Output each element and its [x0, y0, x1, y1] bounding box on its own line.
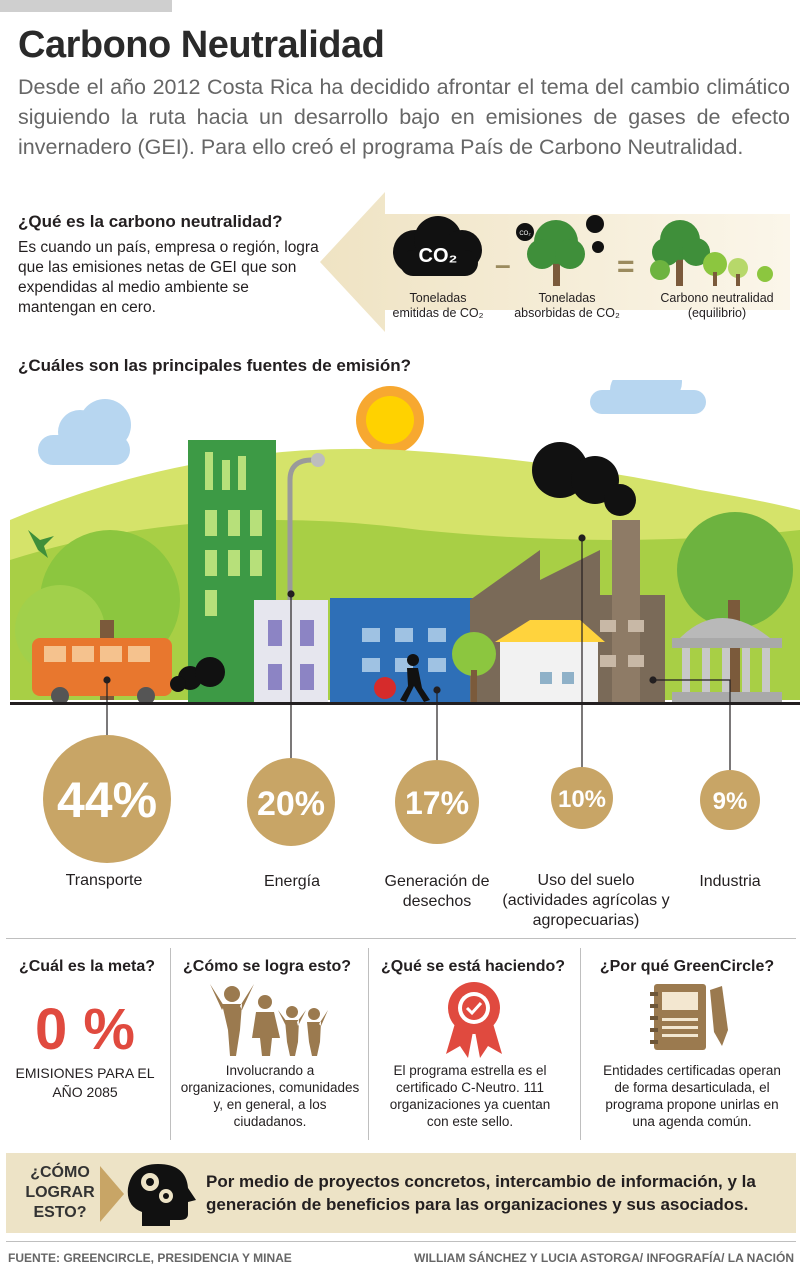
column-divider	[368, 948, 369, 1140]
pct-value-industria: 9%	[712, 788, 748, 815]
pct-value-energia: 20%	[256, 785, 326, 823]
absorbed-co2-label: Toneladas absorbidas de CO₂	[514, 291, 620, 320]
como-question: ¿Cómo se logra esto?	[182, 958, 352, 975]
column-divider	[170, 948, 171, 1140]
label-suelo: Uso del suelo (actividades agrícolas y agropecuarias)	[502, 872, 670, 929]
band-question: ¿CÓMO LOGRAR ESTO?	[25, 1164, 95, 1221]
people-group-icon	[210, 980, 330, 1060]
column-divider	[580, 948, 581, 1140]
emission-percentages	[0, 730, 800, 870]
cloud-icon	[590, 380, 706, 414]
small-co2-label: CO₂	[519, 231, 531, 237]
pct-circle-suelo	[551, 767, 613, 829]
co2-label: CO₂	[418, 245, 458, 267]
page-title: Carbono Neutralidad	[18, 24, 385, 66]
minus-sign: –	[495, 249, 511, 280]
section-divider	[6, 938, 796, 939]
pct-value-desechos: 17%	[404, 785, 470, 821]
pct-circle-transporte	[43, 735, 171, 863]
meta-text: EMISIONES PARA EL AÑO 2085	[15, 1065, 155, 1100]
meta-question: ¿Cuál es la meta?	[18, 958, 156, 975]
label-energia: Energía	[263, 873, 321, 890]
neutrality-label: Carbono neutralidad (equilibrio)	[660, 291, 774, 320]
label-desechos: Generación de desechos	[384, 873, 490, 910]
definition-question: ¿Qué es la carbono neutralidad?	[18, 212, 283, 231]
definition-answer: Es cuando un país, empresa o región, logra que las emisiones netas de GEI que son expendidas al medio ambiente se mantengan en cero.	[18, 239, 319, 316]
pct-value-suelo: 10%	[557, 786, 607, 813]
que-text: El programa estrella es el certificado C-Neutro. 111 organizaciones ya cuentan con este sello.	[389, 1063, 551, 1129]
pct-circle-industria	[700, 770, 760, 830]
sources-question: ¿Cuáles son las principales fuentes de emisión?	[18, 356, 412, 375]
equals-sign: =	[617, 250, 635, 283]
pct-value-transporte: 44%	[56, 772, 158, 828]
top-accent-bar	[0, 0, 172, 12]
band-text: Por medio de proyectos concretos, intercambio de información, y la generación de beneficios para las organizaciones y sus asociados.	[206, 1172, 756, 1214]
pct-circle-energia	[247, 758, 335, 846]
emitted-co2-label: Toneladas emitidas de CO₂	[392, 291, 484, 320]
porque-question: ¿Por qué GreenCircle?	[599, 958, 775, 975]
sun-icon	[356, 386, 424, 454]
footer-source: FUENTE: GREENCIRCLE, PRESIDENCIA Y MINAE	[8, 1251, 292, 1265]
label-industria: Industria	[699, 873, 761, 890]
cloud-icon	[38, 399, 131, 465]
certificate-ribbon-icon	[442, 980, 506, 1058]
footer-credits: WILLIAM SÁNCHEZ Y LUCIA ASTORGA/ INFOGRAFÍA/ LA NACIÓN	[414, 1251, 794, 1265]
thinking-head-gears-icon	[100, 1160, 200, 1228]
que-question: ¿Qué se está haciendo?	[380, 958, 566, 975]
intro-paragraph: Desde el año 2012 Costa Rica ha decidido afrontar el tema del cambio climático siguiendo la ruta hacia un desarrollo bajo en emisiones de gases de efecto invernadero (GEI). Para ello creó el programa País de Carbono Neutralidad.	[18, 75, 790, 159]
zero-percent-value: 0 %	[35, 997, 135, 1062]
pct-circle-desechos	[395, 760, 479, 844]
como-text: Involucrando a organizaciones, comunidades y, en general, a los ciudadanos.	[180, 1063, 360, 1129]
label-transporte: Transporte	[65, 872, 143, 889]
footer-divider	[6, 1241, 796, 1242]
porque-text: Entidades certificadas operan de forma desarticulada, el programa propone unirlas en una agenda común.	[603, 1063, 781, 1129]
notebook-pencil-icon	[650, 980, 730, 1054]
